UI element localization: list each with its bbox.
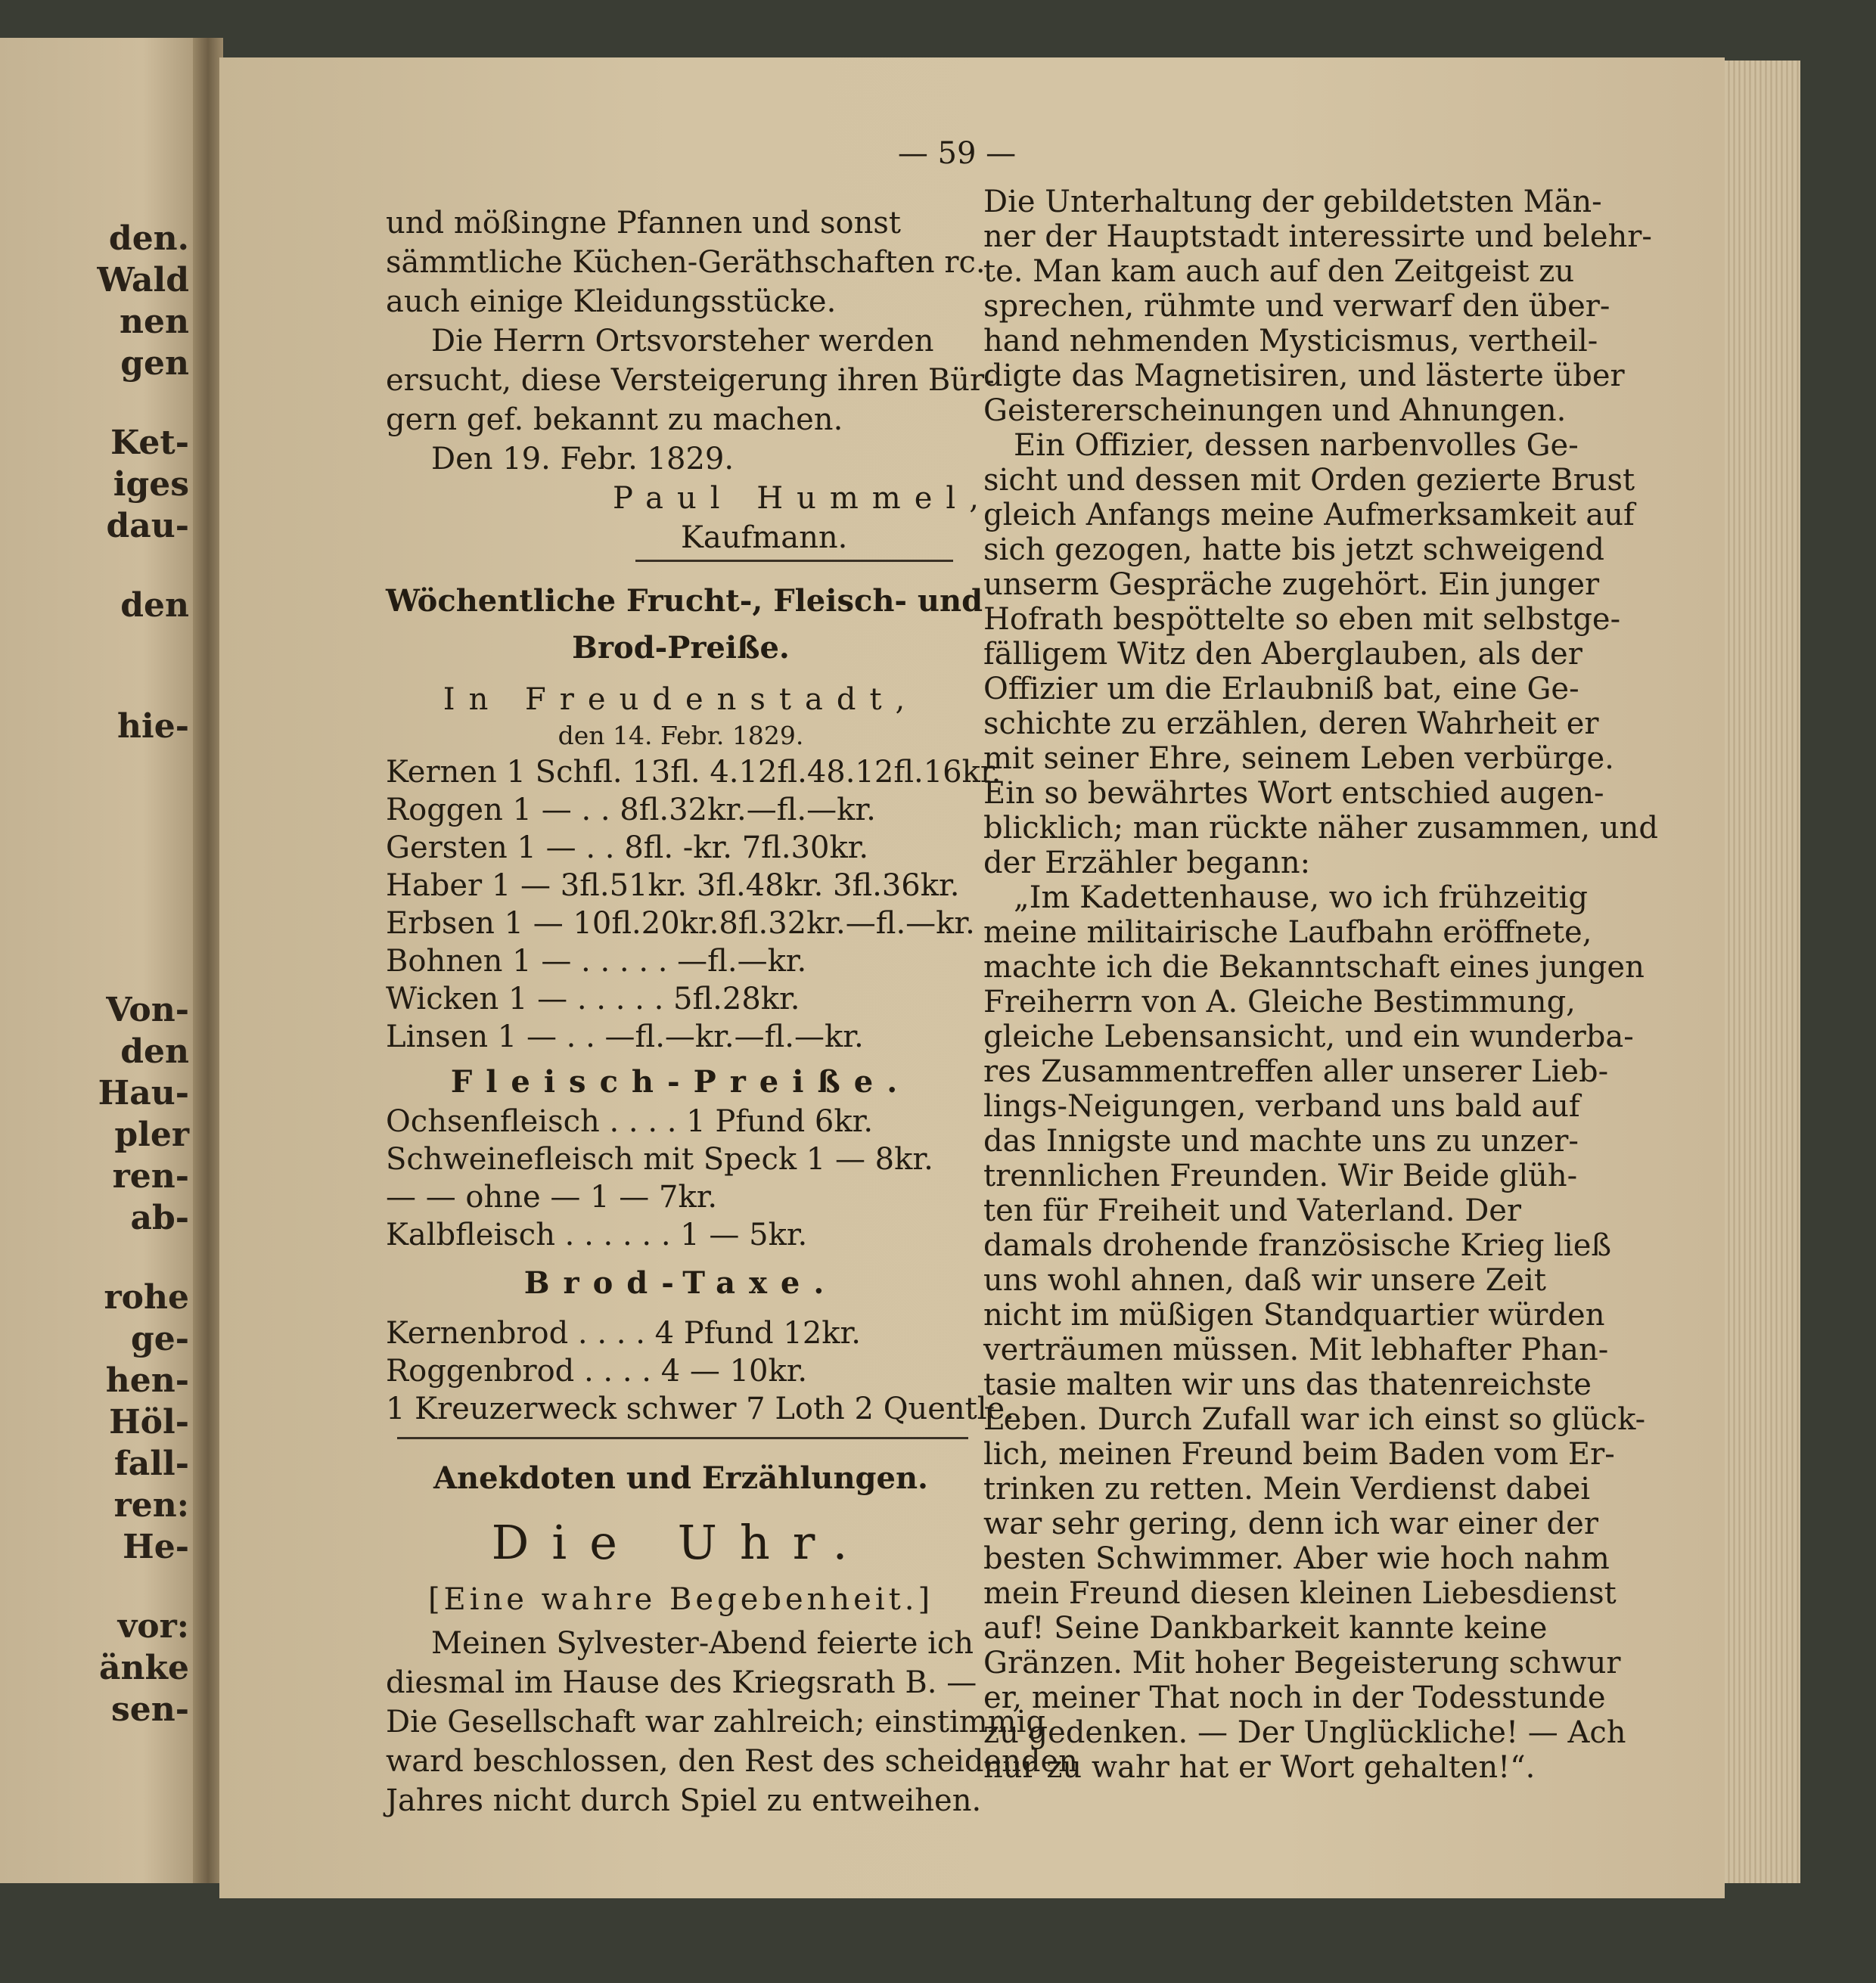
prev-fragment: nen (120, 303, 189, 341)
prev-fragment: ren- (112, 1157, 189, 1196)
page-block-edge (1725, 61, 1800, 1883)
page-number: — 59 — (897, 136, 1017, 171)
text-line: nur zu wahr hat er Wort gehalten!“. (983, 1750, 1536, 1785)
meat-heading: Fleisch-Preiße. (450, 1064, 912, 1100)
text-line: schichte zu erzählen, deren Wahrheit er (983, 706, 1599, 741)
notice-line: und mößingne Pfannen und sonst (386, 206, 901, 241)
grain-row: Erbsen 1 — 10fl.20kr.8fl.32kr.—fl.—kr. (386, 906, 975, 941)
text-line: uns wohl ahnen, daß wir unsere Zeit (983, 1263, 1546, 1298)
text-line: meine militairische Laufbahn eröffnete, (983, 915, 1592, 950)
notice-line: ersucht, diese Versteigerung ihren Bür- (386, 363, 995, 398)
prev-fragment: sen- (110, 1690, 189, 1729)
prev-fragment: vor: (117, 1607, 189, 1646)
text-line: Die Unterhaltung der gebildetsten Män- (983, 185, 1602, 219)
text-line: mit seiner Ehre, seinem Leben verbürge. (983, 741, 1614, 776)
prev-fragment: hie- (117, 707, 189, 746)
prev-fragment: dau- (106, 507, 189, 545)
bread-row: Roggenbrod . . . . 4 — 10kr. (386, 1354, 808, 1389)
bread-row: 1 Kreuzerweck schwer 7 Loth 2 Quentle. (386, 1392, 1014, 1426)
prev-fragment: Hau- (98, 1074, 189, 1113)
text-line: Freiherrn von A. Gleiche Bestimmung, (983, 985, 1576, 1019)
text-line: sicht und dessen mit Orden gezierte Brust (983, 463, 1635, 498)
text-line: das Innigste und machte uns zu unzer- (983, 1124, 1579, 1159)
text-line: blicklich; man rückte näher zusammen, und (983, 811, 1658, 846)
story-title: Die Uhr. (491, 1515, 871, 1570)
text-line: trennlichen Freunden. Wir Beide glüh- (983, 1159, 1578, 1193)
text-line: mein Freund diesen kleinen Liebesdienst (983, 1576, 1617, 1611)
divider (635, 560, 953, 562)
signature-role: Kaufmann. (681, 520, 848, 555)
prev-fragment: den. (108, 219, 189, 258)
previous-page-edge (0, 38, 204, 1883)
text-line: te. Man kam auch auf den Zeitgeist zu (983, 254, 1575, 289)
text-line: gleiche Lebensansicht, und ein wunderba- (983, 1019, 1634, 1054)
prev-fragment: den (120, 1032, 189, 1071)
bread-row: Kernenbrod . . . . 4 Pfund 12kr. (386, 1316, 861, 1351)
text-line: Gränzen. Mit hoher Begeisterung schwur (983, 1646, 1621, 1680)
book-gutter (193, 38, 223, 1883)
story-line: Jahres nicht durch Spiel zu entweihen. (386, 1783, 982, 1818)
prices-heading: Brod-Preiße. (572, 630, 790, 666)
meat-row: Schweinefleisch mit Speck 1 — 8kr. (386, 1142, 933, 1177)
divider (397, 1437, 968, 1439)
notice-line: auch einige Kleidungsstücke. (386, 284, 837, 319)
prev-fragment: rohe (104, 1278, 189, 1317)
story-line: Die Gesellschaft war zahlreich; einstimmig (386, 1705, 1046, 1739)
prev-fragment: änke (99, 1649, 189, 1687)
text-line: der Erzähler begann: (983, 846, 1311, 880)
prev-fragment: iges (113, 465, 189, 504)
text-line: fälligem Witz den Aberglauben, als der (983, 637, 1582, 672)
grain-row: Gersten 1 — . . 8fl. -kr. 7fl.30kr. (386, 830, 869, 865)
text-line: res Zusammentreffen aller unserer Lieb- (983, 1054, 1609, 1089)
grain-row: Haber 1 — 3fl.51kr. 3fl.48kr. 3fl.36kr. (386, 868, 960, 903)
prev-fragment: ab- (130, 1199, 189, 1237)
notice-line: Die Herrn Ortsvorsteher werden (431, 324, 934, 358)
section-heading: Anekdoten und Erzählungen. (433, 1460, 928, 1496)
prev-fragment: Höl- (109, 1403, 189, 1441)
prev-fragment: den (120, 586, 189, 625)
signature-name: Paul Hummel, (613, 481, 992, 516)
notice-line: gern gef. bekannt zu machen. (386, 402, 843, 437)
grain-row: Bohnen 1 — . . . . . —fl.—kr. (386, 944, 807, 979)
meat-row: — — ohne — 1 — 7kr. (386, 1180, 718, 1215)
text-line: gleich Anfangs meine Aufmerksamkeit auf (983, 498, 1635, 532)
prices-heading: Wöchentliche Frucht-, Fleisch- und (386, 583, 983, 619)
text-line: Ein so bewährtes Wort entschied augen- (983, 776, 1604, 811)
prev-fragment: pler (114, 1116, 189, 1154)
text-line: auf! Seine Dankbarkeit kannte keine (983, 1611, 1548, 1646)
notice-line: sämmtliche Küchen-Geräthschaften rc. (386, 245, 986, 280)
text-line: nicht im müßigen Standquartier würden (983, 1298, 1605, 1333)
text-line: trinken zu retten. Mein Verdienst dabei (983, 1472, 1591, 1507)
text-line: Geistererscheinungen und Ahnungen. (983, 393, 1567, 428)
notice-date: Den 19. Febr. 1829. (431, 442, 735, 476)
prev-fragment: Wald (97, 261, 189, 299)
text-line: lich, meinen Freund beim Baden vom Er- (983, 1437, 1615, 1472)
text-line: war sehr gering, denn ich war einer der (983, 1507, 1598, 1541)
town-heading: In Freudenstadt, (443, 682, 919, 717)
bread-heading: Brod-Taxe. (523, 1265, 838, 1301)
prev-fragment: Von- (106, 991, 189, 1029)
text-line: Hofrath bespöttelte so eben mit selbstge- (983, 602, 1621, 637)
text-line: ner der Hauptstadt interessirte und belehr- (983, 219, 1652, 254)
text-line: damals drohende französische Krieg ließ (983, 1228, 1612, 1263)
text-line: lings-Neigungen, verband uns bald auf (983, 1089, 1580, 1124)
text-line: unserm Gespräche zugehört. Ein junger (983, 567, 1600, 602)
prev-fragment: gen (120, 344, 189, 383)
prev-fragment: ge- (130, 1320, 189, 1358)
text-line: verträumen müssen. Mit lebhafter Phan- (983, 1333, 1609, 1367)
text-line: zu gedenken. — Der Unglückliche! — Ach (983, 1715, 1626, 1750)
story-line: Meinen Sylvester-Abend feierte ich (431, 1626, 974, 1661)
story-subtitle: [Eine wahre Begebenheit.] (427, 1582, 934, 1617)
text-line: sich gezogen, hatte bis jetzt schweigend (983, 532, 1604, 567)
grain-row: Kernen 1 Schfl. 13fl. 4.12fl.48.12fl.16kr. (386, 755, 1002, 790)
text-line: tasie malten wir uns das thatenreichste (983, 1367, 1592, 1402)
grain-row: Wicken 1 — . . . . . 5fl.28kr. (386, 982, 800, 1016)
text-line: Offizier um die Erlaubniß bat, eine Ge- (983, 672, 1579, 706)
meat-row: Ochsenfleisch . . . . 1 Pfund 6kr. (386, 1104, 874, 1139)
prev-fragment: fall- (113, 1445, 189, 1483)
prev-fragment: Ket- (110, 424, 189, 462)
text-line: ten für Freiheit und Vaterland. Der (983, 1193, 1522, 1228)
prev-fragment: ren: (113, 1486, 189, 1525)
text-line: machte ich die Bekanntschaft eines jungen (983, 950, 1645, 985)
prev-fragment: He- (123, 1528, 189, 1566)
grain-row: Roggen 1 — . . 8fl.32kr.—fl.—kr. (386, 793, 876, 827)
text-line: Ein Offizier, dessen narbenvolles Ge- (1014, 428, 1579, 463)
story-line: diesmal im Hause des Kriegsrath B. — (386, 1665, 977, 1700)
meat-row: Kalbfleisch . . . . . . 1 — 5kr. (386, 1218, 808, 1252)
prices-date: den 14. Febr. 1829. (558, 721, 804, 750)
text-line: hand nehmenden Mysticismus, vertheil- (983, 324, 1598, 358)
text-line: er, meiner That noch in der Todesstunde (983, 1680, 1606, 1715)
text-line: digte das Magnetisiren, und lästerte über (983, 358, 1625, 393)
story-line: ward beschlossen, den Rest des scheidenden (386, 1744, 1078, 1779)
text-line: „Im Kadettenhause, wo ich frühzeitig (1014, 880, 1588, 915)
text-line: besten Schwimmer. Aber wie hoch nahm (983, 1541, 1610, 1576)
grain-row: Linsen 1 — . . —fl.—kr.—fl.—kr. (386, 1019, 864, 1054)
prev-fragment: hen- (105, 1361, 189, 1400)
text-line: sprechen, rühmte und verwarf den über- (983, 289, 1610, 324)
text-line: Leben. Durch Zufall war ich einst so glück- (983, 1402, 1646, 1437)
